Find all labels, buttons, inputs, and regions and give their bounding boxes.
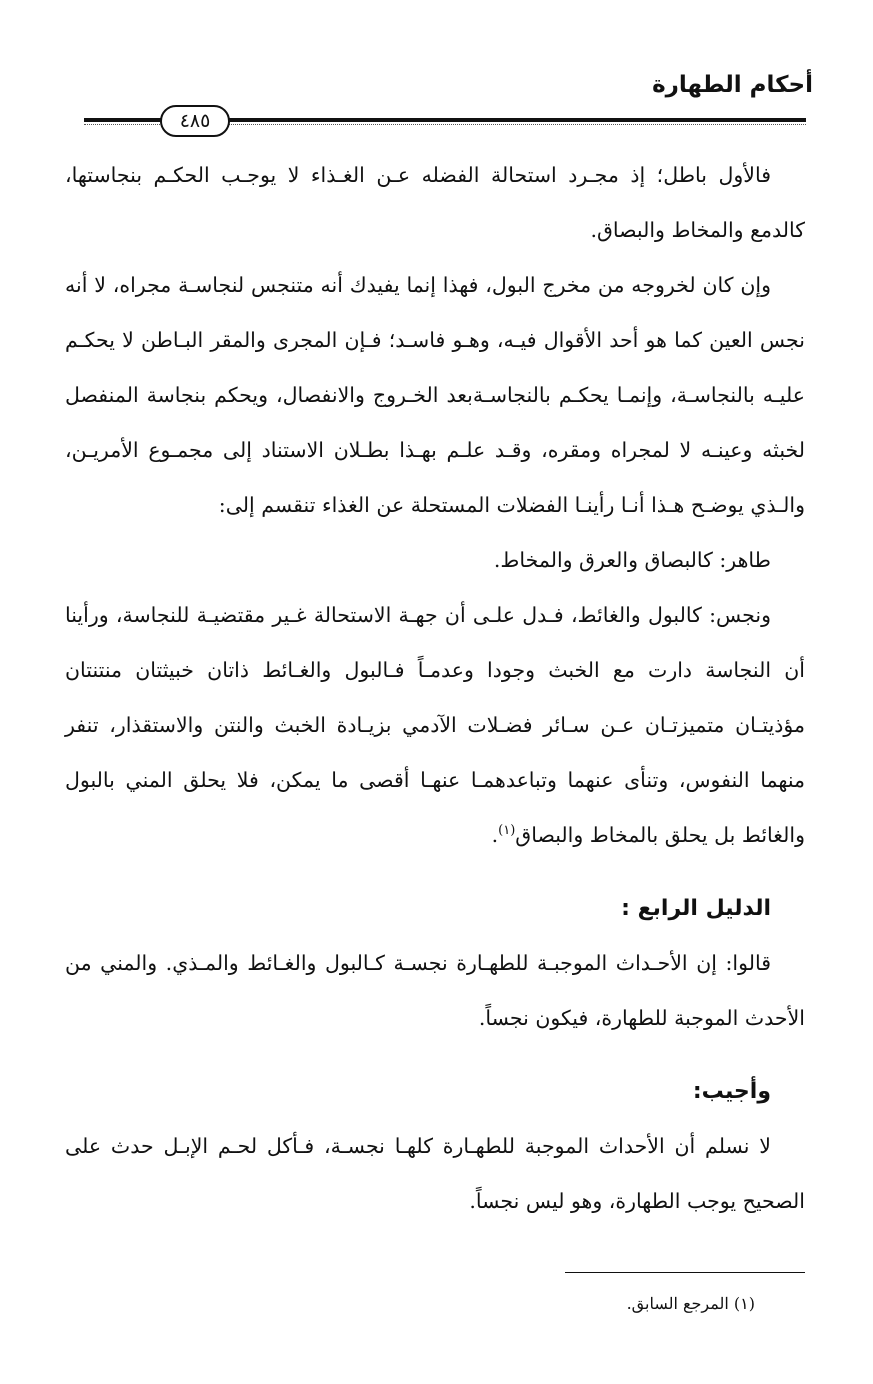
section-heading-reply: وأجيب: — [692, 1079, 771, 1104]
spacer — [65, 863, 805, 873]
spacer — [65, 1046, 805, 1056]
paragraph-1: فالأول باطل؛ إذ مجـرد استحالة الفضله عـن الغـذاء لا يوجـب الحكـم بنجاستها، كالدمع والمخاط والبصاق. — [65, 163, 805, 242]
page-number: ٤٨٥ — [160, 105, 230, 137]
footnote-separator — [565, 1272, 805, 1273]
footnote-ref: (١) — [498, 823, 516, 839]
header-title: أحكام الطهارة — [652, 72, 813, 98]
paragraph-2: وإن كان لخروجه من مخرج البول، فهذا إنما يفيدك أنه متنجس لنجاسـة مجراه، لا أنه نجس العين كما هو أحد الأقوال فيـه، وهـو فاسـد؛ فـإن المجرى والمقر البـاطن لا يحكـم عليـه بالنجاسـة، وإنمـا يحكـم بالنجاسـةبعد الخـروج والانفصال، ويحكم بنجاسة المنفصل لخبثه وعينـه لا لمجراه ومقره، وقـد علـم بهـذا بطـلان الاستناد إلى مجمـوع الأمريـن، والـذي يوضـح هـذا أنـا رأينـا الفضلات المستحلة عن الغذاء تنقسم إلى: — [65, 273, 805, 517]
paragraph-4: ونجس: كالبول والغائط، فـدل علـى أن جهـة الاستحالة غـير مقتضيـة للنجاسة، ورأينا أن النجاسة دارت مع الخبث وجودا وعدمـاً فـالبول والغـائط ذاتان خبيثتان منتنتان مؤذيتـان متميزتـان عـن سـائر فضـلات الآدمي بزيـادة الخبث والنتن والاستقذار، تنفر منهما النفوس، وتنأى عنهما وتباعدهمـا عنهـا أقصى ما يمكن، فلا يحلق المني بالبول والغائط بل يحلق بالمخاط والبصاق$^{(١)}$. — [65, 603, 805, 847]
footnote — [627, 1290, 755, 1318]
main-text — [65, 148, 805, 1229]
paragraph-4-text: ونجس: كالبول والغائط، فـدل علـى أن جهـة الاستحالة غـير مقتضيـة للنجاسة، ورأينا أن النجاسة دارت مع الخبث وجودا وعدمـاً فـالبول والغـائط ذاتان خبيثتان منتنتان مؤذيتـان متميزتـان عـن سـائر فضـلات الآدمي بزيـادة الخبث والنتن والاستقذار، تنفر منهما النفوس، وتنأى عنهما وتباعدهمـا عنهـا أقصى ما يمكن، فلا يحلق المني بالبول والغائط بل يحلق بالمخاط والبصاق — [65, 603, 805, 847]
paragraph-5: قالوا: إن الأحـداث الموجبـة للطهـارة نجسـة كـالبول والغـائط والمـذي. والمني من الأحدث الموجبة للطهارة، فيكون نجساً. — [65, 951, 805, 1030]
section-heading-fourth-proof: الدليل الرابع : — [621, 896, 771, 921]
footnote-text: المرجع السابق. — [626, 1294, 729, 1313]
paragraph-3: طاهر: كالبصاق والعرق والمخاط. — [493, 548, 771, 572]
footnote-number: (١) — [733, 1294, 755, 1313]
paragraph-6: لا نسلم أن الأحداث الموجبة للطهـارة كلهـا نجسـة، فـأكل لحـم الإبـل حدث على الصحيح يوجب الطهارة، وهو ليس نجساً. — [65, 1134, 805, 1213]
